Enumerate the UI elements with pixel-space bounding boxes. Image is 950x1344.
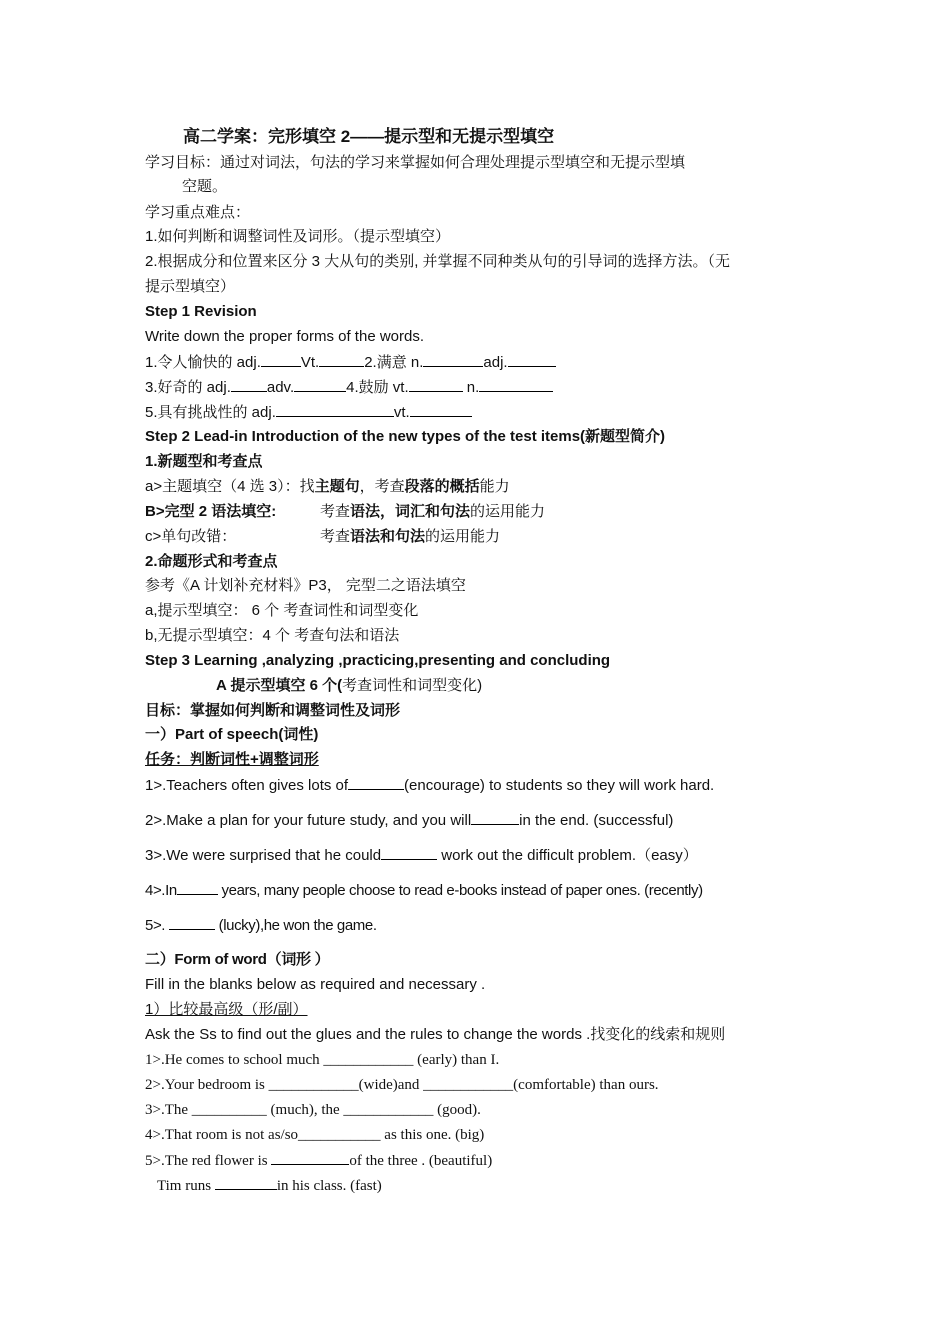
answer-blank[interactable]: [276, 402, 394, 417]
step1-instruction: Write down the proper forms of the words.: [145, 328, 425, 345]
answer-blank[interactable]: [423, 352, 483, 367]
answer-blank[interactable]: [508, 352, 556, 367]
revision-row-1: 1.令人愉快的 adj. Vt. 2.满意 n. adj.: [145, 352, 556, 373]
fill-instruction: Fill in the blanks below as required and necessary .: [145, 976, 486, 993]
ask-instruction: Ask the Ss to find out the glues and the rules to change the words .找变化的线索和规则: [145, 1026, 726, 1043]
reference-text: 参考《A 计划补充材料》P3， 完型二之语法填空: [145, 577, 466, 594]
answer-blank[interactable]: [261, 352, 301, 367]
step3-heading: Step 3 Learning ,analyzing ,practicing,presenting and concluding: [145, 652, 611, 669]
step2-sub2: 2.命题形式和考查点: [145, 553, 278, 570]
task-text: 任务：判断词性+调整词形: [145, 751, 319, 768]
answer-blank[interactable]: [381, 845, 437, 860]
answer-blank[interactable]: [294, 377, 346, 392]
key-points-heading: 学习重点难点：: [145, 204, 251, 221]
form-b: b,无提示型填空：4 个 考查句法和语法: [145, 627, 400, 644]
key-point-1: 1.如何判断和调整词性及词形。（提示型填空）: [145, 228, 451, 245]
exercise-4: 4>.In years, many people choose to read e-books instead of paper ones. (recently): [145, 882, 703, 899]
step1-heading: Step 1 Revision: [145, 303, 257, 320]
page-title: 高二学案：完形填空 2——提示型和无提示型填空: [183, 127, 555, 146]
key-point-2-cont: 提示型填空）: [145, 278, 236, 295]
form-a: a,提示型填空： 6 个 考查词性和词型变化: [145, 602, 419, 619]
key-point-2: 2.根据成分和位置来区分 3 大从句的类别, 并掌握不同种类从句的引导词的选择方法。（无: [145, 253, 731, 270]
comparison-4: 4>.That room is not as/so___________ as this one. (big): [145, 1127, 485, 1143]
answer-blank[interactable]: [215, 1175, 277, 1190]
answer-blank[interactable]: [231, 377, 267, 392]
comparison-subheading: 1）比较最高级（形/副）: [145, 1001, 308, 1018]
item-type-b: B>完型 2 语法填空:: [145, 503, 277, 520]
item-type-c-desc: 考查语法和句法的运用能力: [320, 528, 501, 545]
comparison-5: 5>.The red flower is of the three . (beautiful): [145, 1150, 492, 1171]
answer-blank[interactable]: [271, 1150, 349, 1165]
item-type-a: a>主题填空（4 选 3）：找主题句，考查段落的概括能力: [145, 478, 510, 495]
answer-blank[interactable]: [177, 880, 218, 895]
exercise-3: 3>.We were surprised that he could work out the difficult problem.（easy）: [145, 847, 698, 864]
comparison-2: 2>.Your bedroom is ____________(wide)and ____________(comfortable) than ours.: [145, 1077, 659, 1093]
comparison-6: Tim runs in his class. (fast): [157, 1175, 382, 1196]
form-of-word-heading: 二）Form of word（词形 ）: [145, 951, 330, 968]
answer-blank[interactable]: [409, 377, 463, 392]
comparison-1: 1>.He comes to school much ____________ (early) than I.: [145, 1052, 500, 1068]
answer-blank[interactable]: [348, 775, 404, 790]
item-type-c: c>单句改错：: [145, 528, 237, 545]
answer-blank[interactable]: [319, 352, 364, 367]
answer-blank[interactable]: [410, 402, 472, 417]
part-of-speech-heading: 一）Part of speech(词性): [145, 726, 319, 743]
answer-blank[interactable]: [169, 915, 215, 930]
comparison-3: 3>.The __________ (much), the ____________ (good).: [145, 1102, 481, 1118]
answer-blank[interactable]: [471, 810, 519, 825]
exercise-5: 5>. (lucky),he won the game.: [145, 917, 377, 934]
item-type-b-desc: 考查语法，词汇和句法的运用能力: [320, 503, 546, 520]
goal-text: 目标：掌握如何判断和调整词性及词形: [145, 702, 401, 719]
exercise-1: 1>.Teachers often gives lots of (encourage) to students so they will work hard.: [145, 777, 715, 794]
objective-text-cont: 空题。: [182, 178, 228, 195]
step2-heading: Step 2 Lead-in Introduction of the new types of the test items(新题型简介): [145, 428, 666, 445]
revision-row-3: 5.具有挑战性的 adj. vt.: [145, 402, 472, 423]
exercise-2: 2>.Make a plan for your future study, and you will in the end. (successful): [145, 812, 674, 829]
revision-row-2: 3.好奇的 adj. adv. 4.鼓励 vt. n.: [145, 377, 553, 398]
step3-subheading: A 提示型填空 6 个(考查词性和词型变化): [216, 677, 483, 694]
objective-text: 学习目标：通过对词法，句法的学习来掌握如何合理处理提示型填空和无提示型填: [145, 154, 686, 171]
answer-blank[interactable]: [479, 377, 553, 392]
step2-sub1: 1.新题型和考查点: [145, 453, 263, 470]
